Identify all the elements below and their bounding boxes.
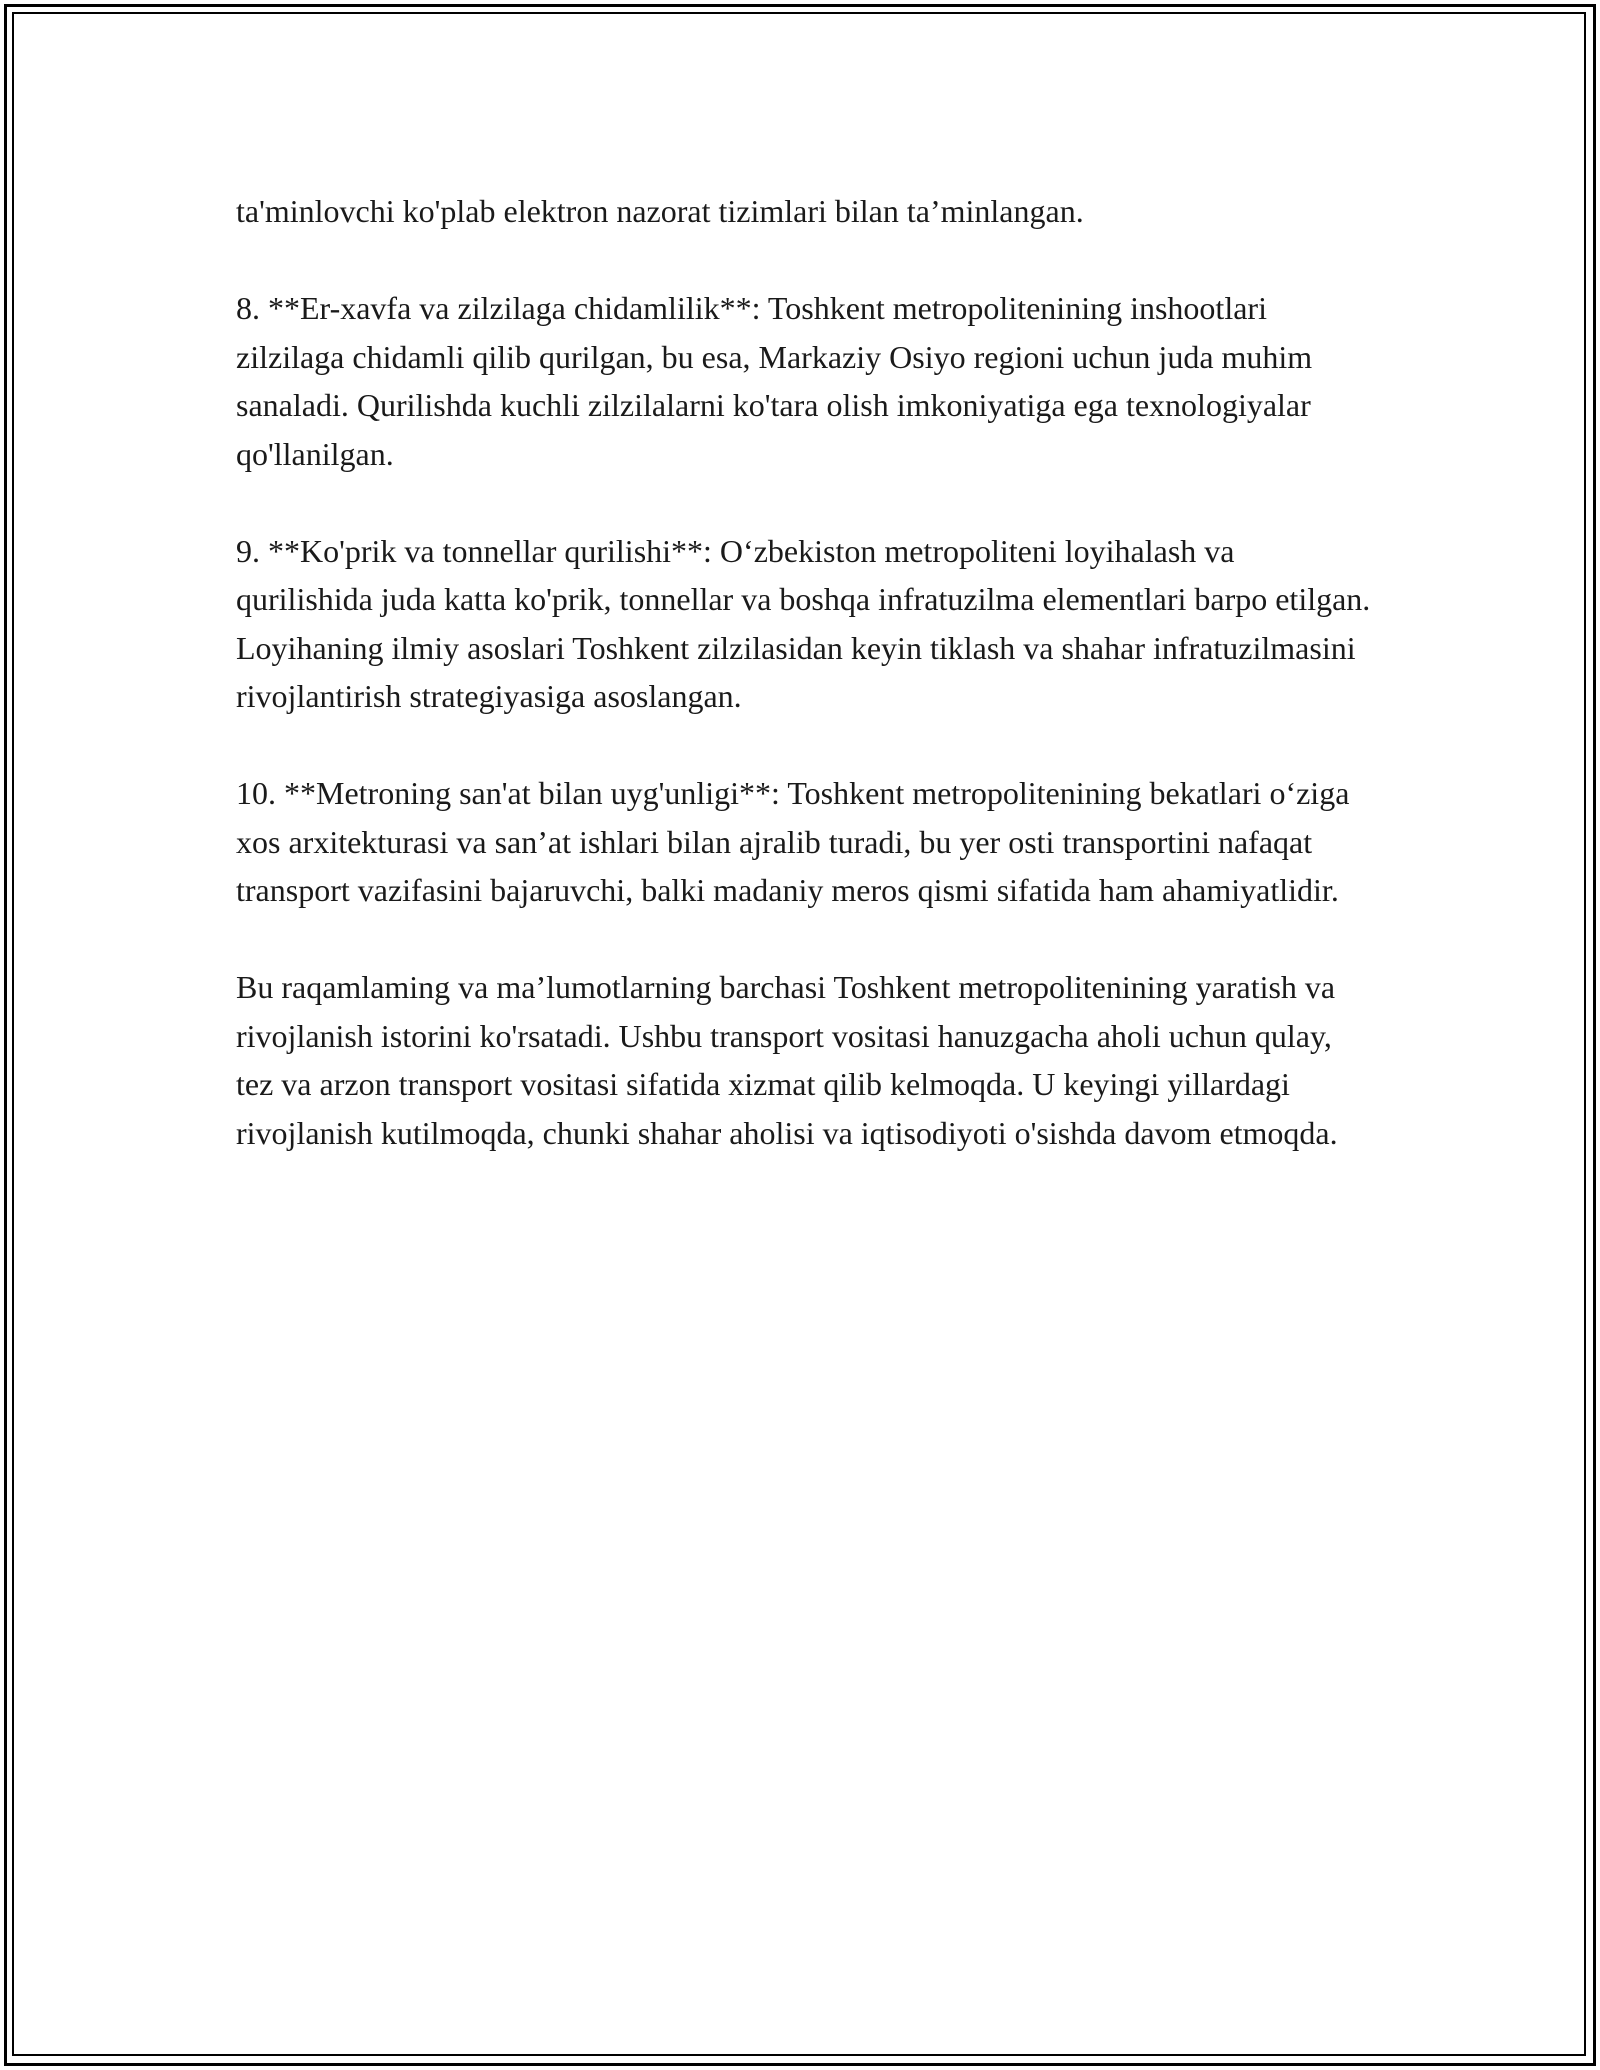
paragraph-item-9: 9. **Ko'prik va tonnellar qurilishi**: O‘zbekiston metropoliteni loyihalash va qurilishida juda katta ko'prik, tonnellar va boshqa infratuzilma elementlari barpo etilgan. Loyihaning ilmiy asoslari Toshkent zilzilasidan keyin tiklash va shahar infratuzilmasini rivojlantirish strategiyasiga asoslangan. <box>236 532 1371 714</box>
paragraph-item-10: 10. **Metroning san'at bilan uyg'unligi**: Toshkent metropolitenining bekatlari o‘ziga xos arxitekturasi va san’at ishlari bilan ajralib turadi, bu yer osti transportini nafaqat transport vazifasini bajaruvchi, balki madaniy meros qismi sifatida ham ahamiyatlidir. <box>236 775 1350 908</box>
paragraph-conclusion: Bu raqamlaming va ma’lumotlarning barchasi Toshkent metropolitenining yaratish va rivojlanish istorini ko'rsatadi. Ushbu transport vositasi hanuzgacha aholi uchun qulay, tez va arzon transport vositasi sifatida xizmat qilib kelmoqda. U keyingi yillardagi rivojlanish kutilmoqda, chunki shahar aholisi va iqtisodiyoti o'sishda davom etmoqda. <box>236 969 1338 1151</box>
paragraph-item-8: 8. **Er-xavfa va zilzilaga chidamlilik**: Toshkent metropolitenining inshootlari zilzilaga chidamli qilib qurilgan, bu esa, Markaziy Osiyo regioni uchun juda muhim sanaladi. Qurilishda kuchli zilzilalarni ko'tara olish imkoniyatiga ega texnologiyalar qo'llanilgan. <box>236 290 1313 472</box>
document-body <box>236 187 1376 1206</box>
paragraph-continuation: ta'minlovchi ko'plab elektron nazorat tizimlari bilan ta’minlangan. <box>236 193 1084 229</box>
